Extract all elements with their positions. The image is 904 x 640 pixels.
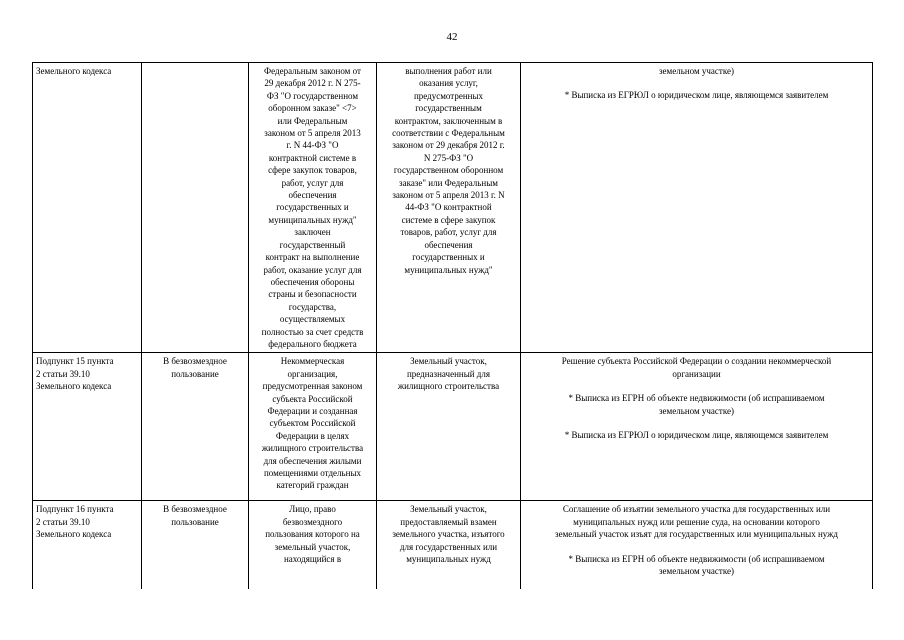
documents-list	[524, 503, 869, 577]
table-row	[33, 63, 873, 353]
basis-cell	[33, 353, 142, 501]
land-plot-cell	[377, 353, 521, 501]
basis-cell	[33, 501, 142, 589]
documents-list	[524, 355, 869, 441]
land-plot-cell	[377, 501, 521, 589]
document-item: Решение субъекта Российской Федерации о создании некоммерческой организации	[561, 356, 832, 379]
applicant-cell	[249, 353, 377, 501]
page-number: 42	[446, 31, 458, 43]
land-plot-cell	[377, 63, 521, 353]
right-type-cell	[142, 63, 249, 353]
documents-cell	[521, 63, 873, 353]
right-type-cell	[142, 353, 249, 501]
documents-cell	[521, 353, 873, 501]
document-item: земельном участке)	[658, 66, 734, 76]
document-item: * Выписка из ЕГРЮЛ о юридическом лице, являющемся заявителем	[564, 90, 829, 101]
land-plot-text: выполнения работ или оказания услуг, предусмотренных государственным контрактом, заключенным в соответствии с Федеральным законом от 29 декабря 2012 г. N 275-ФЗ "О государственном оборонном заказе" или Федеральным законом от 5 апреля 2013 г. N 44-ФЗ "О контрактной системе в сфере закупок товаров, работ, услуг для обеспечения государственных и муниципальных нужд"	[392, 66, 505, 275]
applicant-cell	[249, 501, 377, 589]
basis-text: Подпункт 16 пункта 2 статьи 39.10 Земельного кодекса	[36, 504, 114, 540]
document-item: * Выписка из ЕГРЮЛ о юридическом лице, являющемся заявителем	[564, 429, 829, 440]
right-type-cell	[142, 501, 249, 589]
table-row	[33, 353, 873, 501]
basis-text: Земельного кодекса	[36, 66, 112, 76]
right-type-text: В безвозмездное пользование	[163, 504, 227, 527]
basis-text: Подпункт 15 пункта 2 статьи 39.10 Земельного кодекса	[36, 356, 114, 392]
documents-cell	[521, 501, 873, 589]
document-item: * Выписка из ЕГРН об объекте недвижимости (об испрашиваемом земельном участке)	[568, 553, 825, 576]
table-row	[33, 501, 873, 589]
document-item: * Выписка из ЕГРН об объекте недвижимости (об испрашиваемом земельном участке)	[568, 393, 825, 416]
documents-list	[524, 65, 869, 102]
applicant-text: Лицо, право безвозмездного пользования которого на земельный участок, находящийся в	[265, 504, 360, 564]
basis-cell	[33, 63, 142, 353]
document-item: Соглашение об изъятии земельного участка для государственных или муниципальных нужд или решение суда, на основании которого земельный участок изъят для государственных или муниципальных нужд	[555, 504, 838, 540]
land-grant-table	[32, 62, 873, 589]
right-type-text: В безвозмездное пользование	[163, 356, 227, 379]
applicant-text: Некоммерческая организация, предусмотренная законом субъекта Российской Федерации и созданная субъектом Российской Федерации в целях жилищного строительства для обеспечения жилыми помещениями отдельных категорий граждан	[261, 356, 364, 491]
applicant-text: Федеральным законом от 29 декабря 2012 г. N 275- ФЗ "О государственном оборонном заказе" <7> или Федеральным законом от 5 апреля 2013 г. N 44-ФЗ "О контрактной системе в сфере закупок товаров, работ, услуг для обеспечения государственных и муниципальных нужд" заключен государственный контракт на выполнение работ, оказание услуг для обеспечения обороны страны и безопасности государства, осуществляемых полностью за счет средств федерального бюджета	[261, 66, 364, 349]
land-plot-text: Земельный участок, предоставляемый взамен земельного участка, изъятого для государственных или муниципальных нужд	[392, 504, 505, 564]
land-plot-text: Земельный участок, предназначенный для жилищного строительства	[397, 356, 500, 392]
applicant-cell	[249, 63, 377, 353]
